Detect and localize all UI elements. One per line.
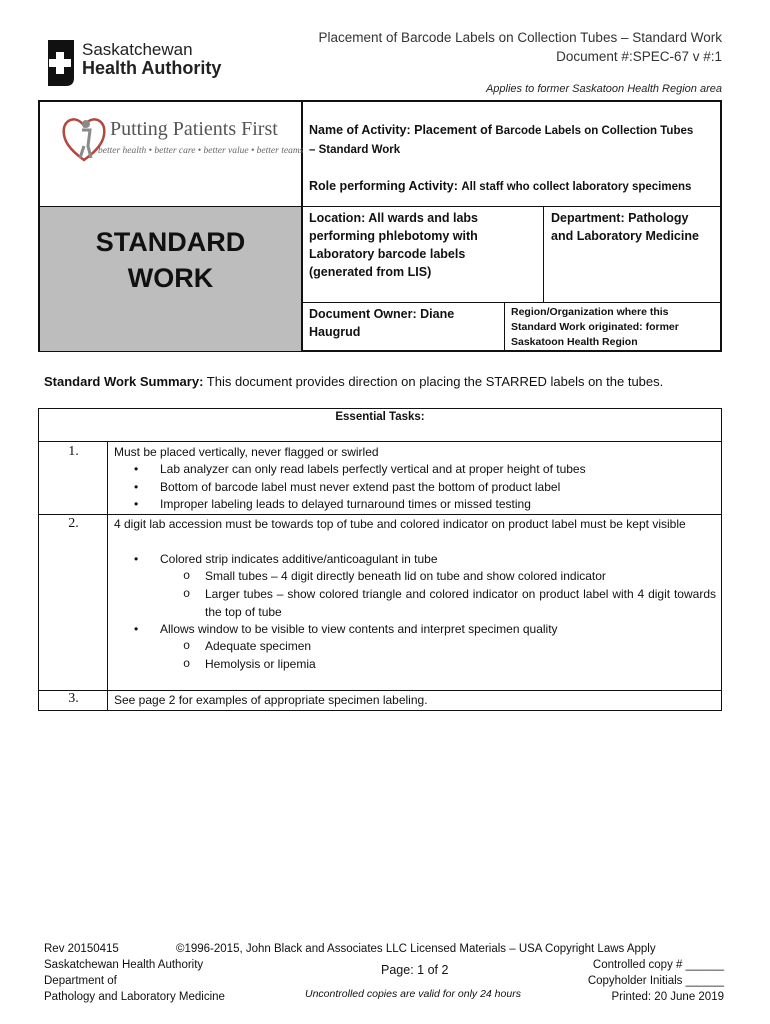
footer-org: Saskatchewan Health Authority <box>44 959 204 971</box>
bullet: • <box>134 497 139 511</box>
bullet: • <box>134 552 139 566</box>
row-divider <box>302 206 721 207</box>
saskatchewan-logo-icon <box>44 38 78 88</box>
task-2-bullet-1: Colored strip indicates additive/anticoagulant in tube <box>160 552 438 566</box>
activity-name: Name of Activity: Placement of Barcode Labels on Collection Tubes – Standard Work <box>309 123 694 156</box>
footer-copyright: ©1996-2015, John Black and Associates LLC Licensed Materials – USA Copyright Laws Apply <box>176 943 656 955</box>
task-1-bullet-2: Bottom of barcode label must never extend past the bottom of product label <box>160 480 561 494</box>
task-number: 2. <box>68 516 79 531</box>
ppf-tagline: better health • better care • better value • better teams <box>98 146 304 156</box>
standard-line1: STANDARD <box>95 227 246 257</box>
number-column-divider <box>107 441 108 710</box>
tasks-header: Essential Tasks: <box>335 411 425 423</box>
footer-controlled-copy: Controlled copy # ______ <box>592 959 724 971</box>
table-row-divider <box>38 441 722 442</box>
footer-rev: Rev 20150415 <box>44 943 119 955</box>
footer-uncontrolled-note: Uncontrolled copies are valid for only 24 hours <box>305 988 521 1000</box>
task-1-text: Must be placed vertically, never flagged or swirled <box>114 445 379 459</box>
location: Location: All wards and labs performing phlebotomy with Laboratory barcode labels (generated from LIS) <box>309 211 479 279</box>
task-2-sub-1: Small tubes – 4 digit directly beneath lid on tube and show colored indicator <box>205 569 606 583</box>
bullet: • <box>134 622 139 636</box>
task-2-sub-3: Adequate specimen <box>205 639 312 653</box>
org-name-line1: Saskatchewan <box>82 40 193 59</box>
bullet: • <box>134 480 139 494</box>
task-2-sub-4: Hemolysis or lipemia <box>205 657 316 671</box>
role-performing: Role performing Activity: All staff who collect laboratory specimens <box>309 179 692 193</box>
standard-work-label <box>40 224 301 296</box>
footer-copyholder: Copyholder Initials ______ <box>587 975 724 987</box>
task-1-bullet-1: Lab analyzer can only read labels perfectly vertical and at proper height of tubes <box>160 462 586 476</box>
sub-bullet: o <box>183 587 191 601</box>
col-divider <box>543 206 544 302</box>
footer-page-number: Page: 1 of 2 <box>381 963 449 977</box>
standard-work-summary: Standard Work Summary: This document provides direction on placing the STARRED labels on the tubes. <box>44 374 664 389</box>
org-name-line2: Health Authority <box>82 58 222 78</box>
standard-line2: WORK <box>127 263 214 293</box>
info-divider <box>301 100 303 352</box>
putting-patients-first-logo-icon <box>60 112 108 164</box>
task-2-text: 4 digit lab accession must be towards top of tube and colored indicator on product label must be kept visible <box>114 517 686 531</box>
row-divider <box>302 302 721 303</box>
task-3-text: See page 2 for examples of appropriate specimen labeling. <box>114 693 428 707</box>
document-owner: Document Owner: Diane Haugrud <box>309 307 455 339</box>
task-number: 1. <box>68 444 79 459</box>
task-2-bullet-2: Allows window to be visible to view contents and interpret specimen quality <box>160 622 558 636</box>
sub-bullet: o <box>183 569 191 583</box>
department: Department: Pathology and Laboratory Medicine <box>551 211 699 243</box>
ppf-title: Putting Patients First <box>110 118 278 140</box>
document-number: Document #:SPEC-67 v #:1 <box>556 49 722 64</box>
task-1-bullet-3: Improper labeling leads to delayed turnaround times or missed testing <box>160 497 531 511</box>
task-2-sub-2: Larger tubes – show colored triangle and colored indicator on product label with 4 digit towards the top of tube <box>205 587 716 619</box>
footer-dept2: Pathology and Laboratory Medicine <box>44 991 225 1003</box>
col-divider <box>504 302 505 351</box>
applies-note: Applies to former Saskatoon Health Region area <box>485 83 722 95</box>
footer-dept1: Department of <box>44 975 117 987</box>
sub-bullet: o <box>183 657 191 671</box>
bullet: • <box>134 462 139 476</box>
region-origin: Region/Organization where this Standard Work originated: former Saskatoon Health Region <box>511 306 679 348</box>
sub-bullet: o <box>183 639 191 653</box>
task-number: 3. <box>68 691 79 706</box>
footer-printed-date: Printed: 20 June 2019 <box>611 991 724 1003</box>
document-title: Placement of Barcode Labels on Collection Tubes – Standard Work <box>318 30 722 45</box>
table-row-divider <box>38 514 722 515</box>
table-row-divider <box>38 690 722 691</box>
